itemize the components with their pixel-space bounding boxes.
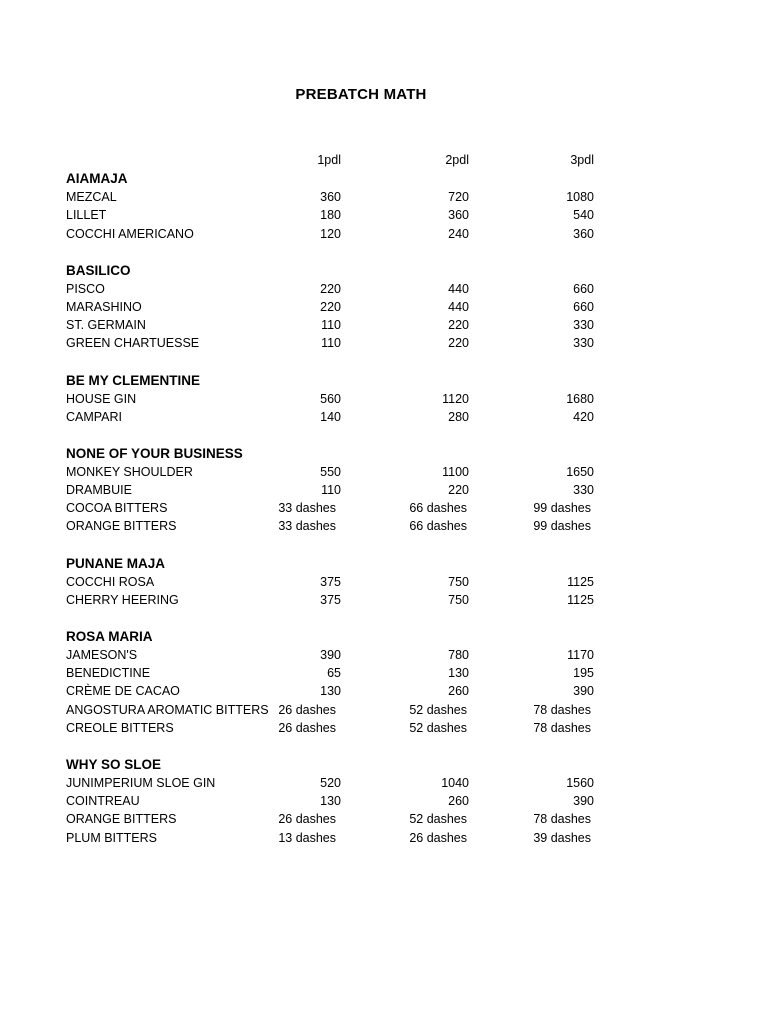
column-header-2pdl: 2pdl bbox=[445, 153, 469, 167]
quantity-3pdl: 1560 bbox=[566, 775, 594, 790]
quantity-2pdl: 780 bbox=[448, 648, 469, 662]
quantity-3pdl: 420 bbox=[573, 409, 594, 424]
quantity-3pdl: 330 bbox=[573, 483, 594, 498]
quantity-1pdl: 33 dashes bbox=[278, 501, 336, 516]
quantity-3pdl: 330 bbox=[573, 336, 594, 351]
cocktail-name: NONE OF YOUR BUSINESS bbox=[66, 445, 243, 461]
quantity-1pdl: 13 dashes bbox=[278, 830, 336, 845]
cocktail-section-title bbox=[66, 554, 606, 573]
ingredient-name: ST. GERMAIN bbox=[66, 318, 146, 333]
quantity-1pdl: 220 bbox=[320, 281, 341, 296]
quantity-3pdl: 78 dashes bbox=[533, 702, 591, 717]
quantity-2pdl: 66 dashes bbox=[409, 519, 467, 534]
ingredient-name: PISCO bbox=[66, 281, 105, 296]
quantity-3pdl: 1650 bbox=[566, 464, 594, 479]
ingredient-name: COCOA BITTERS bbox=[66, 501, 168, 516]
ingredient-row bbox=[66, 499, 606, 517]
quantity-1pdl: 130 bbox=[320, 684, 341, 699]
cocktail-section-title bbox=[66, 755, 606, 774]
quantity-2pdl: 52 dashes bbox=[409, 720, 467, 735]
quantity-2pdl: 440 bbox=[448, 281, 469, 296]
quantity-3pdl: 1680 bbox=[566, 391, 594, 406]
quantity-1pdl: 110 bbox=[321, 336, 341, 351]
cocktail-name: ROSA MARIA bbox=[66, 629, 153, 644]
ingredient-row bbox=[66, 591, 606, 609]
section-spacer bbox=[66, 536, 606, 554]
quantity-3pdl: 660 bbox=[573, 281, 594, 296]
quantity-2pdl: 750 bbox=[448, 592, 469, 607]
ingredient-name: DRAMBUIE bbox=[66, 483, 132, 498]
quantity-2pdl: 220 bbox=[448, 336, 469, 351]
quantity-2pdl: 260 bbox=[448, 684, 469, 699]
ingredient-name: HOUSE GIN bbox=[66, 391, 137, 406]
quantity-1pdl: 120 bbox=[320, 226, 341, 241]
quantity-1pdl: 180 bbox=[320, 208, 341, 223]
ingredient-row bbox=[66, 682, 606, 700]
quantity-3pdl: 360 bbox=[573, 226, 594, 241]
page-title: PREBATCH MATH bbox=[295, 86, 427, 103]
quantity-3pdl: 99 dashes bbox=[533, 519, 591, 534]
ingredient-row bbox=[66, 188, 606, 206]
ingredient-row bbox=[66, 463, 606, 481]
quantity-1pdl: 390 bbox=[320, 648, 341, 662]
quantity-2pdl: 130 bbox=[448, 666, 469, 681]
quantity-2pdl: 1040 bbox=[441, 775, 469, 790]
quantity-3pdl: 540 bbox=[573, 208, 594, 223]
quantity-3pdl: 78 dashes bbox=[533, 720, 591, 735]
ingredient-name: PLUM BITTERS bbox=[66, 830, 157, 845]
ingredient-row bbox=[66, 664, 606, 682]
column-header-row bbox=[66, 151, 606, 169]
quantity-2pdl: 52 dashes bbox=[409, 702, 467, 717]
ingredient-name: CRÈME DE CACAO bbox=[66, 684, 180, 699]
ingredient-row bbox=[66, 573, 606, 591]
section-spacer bbox=[66, 609, 606, 627]
quantity-3pdl: 330 bbox=[573, 318, 594, 333]
cocktail-section-title bbox=[66, 371, 606, 390]
quantity-1pdl: 65 bbox=[327, 666, 341, 681]
ingredient-row bbox=[66, 298, 606, 316]
quantity-3pdl: 1080 bbox=[566, 190, 594, 205]
quantity-3pdl: 1125 bbox=[567, 574, 594, 589]
ingredient-row bbox=[66, 810, 606, 828]
section-spacer bbox=[66, 737, 606, 755]
ingredient-row bbox=[66, 390, 606, 408]
ingredient-name: CREOLE BITTERS bbox=[66, 720, 174, 735]
ingredient-name: JUNIMPERIUM SLOE GIN bbox=[66, 775, 216, 790]
column-header-3pdl: 3pdl bbox=[570, 153, 594, 167]
quantity-1pdl: 550 bbox=[320, 464, 341, 479]
quantity-2pdl: 240 bbox=[448, 226, 469, 241]
quantity-3pdl: 390 bbox=[573, 794, 594, 809]
quantity-3pdl: 1170 bbox=[567, 648, 594, 662]
ingredient-name: ORANGE BITTERS bbox=[66, 519, 177, 534]
quantity-2pdl: 26 dashes bbox=[409, 830, 467, 845]
ingredient-name: COCCHI AMERICANO bbox=[66, 226, 194, 241]
ingredient-name: ORANGE BITTERS bbox=[66, 812, 177, 827]
section-spacer bbox=[66, 243, 606, 261]
cocktail-name: AIAMAJA bbox=[66, 171, 128, 187]
quantity-1pdl: 375 bbox=[320, 592, 341, 607]
quantity-1pdl: 110 bbox=[321, 483, 341, 498]
cocktail-section-title bbox=[66, 261, 606, 280]
ingredient-row bbox=[66, 334, 606, 352]
quantity-3pdl: 1125 bbox=[567, 592, 594, 607]
cocktail-name: BASILICO bbox=[66, 262, 131, 278]
ingredient-row bbox=[66, 280, 606, 298]
prebatch-table bbox=[66, 151, 606, 847]
quantity-1pdl: 33 dashes bbox=[278, 519, 336, 534]
quantity-1pdl: 130 bbox=[320, 794, 341, 809]
quantity-1pdl: 220 bbox=[320, 299, 341, 314]
ingredient-row bbox=[66, 646, 606, 664]
ingredient-name: GREEN CHARTUESSE bbox=[66, 336, 200, 351]
ingredient-row bbox=[66, 517, 606, 535]
quantity-2pdl: 220 bbox=[448, 318, 469, 333]
ingredient-row bbox=[66, 206, 606, 224]
quantity-1pdl: 26 dashes bbox=[278, 812, 336, 827]
quantity-3pdl: 39 dashes bbox=[533, 830, 591, 845]
ingredient-name: JAMESON'S bbox=[66, 648, 138, 662]
ingredient-name: COCCHI ROSA bbox=[66, 574, 155, 589]
ingredient-name: MARASHINO bbox=[66, 299, 142, 314]
section-spacer bbox=[66, 426, 606, 444]
cocktail-section-title bbox=[66, 627, 606, 646]
quantity-3pdl: 660 bbox=[573, 299, 594, 314]
section-spacer bbox=[66, 353, 606, 371]
cocktail-section-title bbox=[66, 169, 606, 188]
ingredient-name: LILLET bbox=[66, 208, 107, 223]
ingredient-name: CAMPARI bbox=[66, 409, 123, 424]
quantity-2pdl: 1120 bbox=[442, 391, 469, 406]
quantity-1pdl: 375 bbox=[320, 574, 341, 589]
ingredient-row bbox=[66, 719, 606, 737]
quantity-3pdl: 390 bbox=[573, 684, 594, 699]
quantity-1pdl: 560 bbox=[320, 391, 341, 406]
quantity-3pdl: 195 bbox=[573, 666, 594, 681]
ingredient-row bbox=[66, 408, 606, 426]
ingredient-row bbox=[66, 481, 606, 499]
ingredient-name: ANGOSTURA AROMATIC BITTERS bbox=[66, 702, 269, 717]
quantity-2pdl: 66 dashes bbox=[409, 501, 467, 516]
ingredient-name: MEZCAL bbox=[66, 190, 117, 205]
quantity-2pdl: 360 bbox=[448, 208, 469, 223]
quantity-2pdl: 260 bbox=[448, 794, 469, 809]
quantity-2pdl: 750 bbox=[448, 574, 469, 589]
cocktail-name: BE MY CLEMENTINE bbox=[66, 372, 201, 388]
ingredient-row bbox=[66, 792, 606, 810]
quantity-3pdl: 99 dashes bbox=[533, 501, 591, 516]
quantity-2pdl: 720 bbox=[448, 190, 469, 205]
quantity-2pdl: 220 bbox=[448, 483, 469, 498]
ingredient-row bbox=[66, 316, 606, 334]
cocktail-section-title bbox=[66, 444, 606, 463]
quantity-1pdl: 520 bbox=[320, 775, 341, 790]
column-header-1pdl: 1pdl bbox=[317, 153, 341, 167]
quantity-1pdl: 110 bbox=[321, 318, 341, 333]
quantity-2pdl: 440 bbox=[448, 299, 469, 314]
quantity-3pdl: 78 dashes bbox=[533, 812, 591, 827]
ingredient-row bbox=[66, 829, 606, 847]
cocktail-name: WHY SO SLOE bbox=[66, 756, 162, 772]
ingredient-name: CHERRY HEERING bbox=[66, 592, 179, 607]
ingredient-row bbox=[66, 774, 606, 792]
quantity-2pdl: 280 bbox=[448, 409, 469, 424]
quantity-1pdl: 360 bbox=[320, 190, 341, 205]
quantity-2pdl: 52 dashes bbox=[409, 812, 467, 827]
quantity-1pdl: 140 bbox=[320, 409, 341, 424]
ingredient-name: BENEDICTINE bbox=[66, 666, 151, 681]
quantity-1pdl: 26 dashes bbox=[278, 720, 336, 735]
quantity-2pdl: 1100 bbox=[442, 464, 469, 479]
ingredient-row bbox=[66, 225, 606, 243]
ingredient-row bbox=[66, 701, 606, 719]
ingredient-name: COINTREAU bbox=[66, 794, 140, 809]
ingredient-name: MONKEY SHOULDER bbox=[66, 464, 193, 479]
quantity-1pdl: 26 dashes bbox=[278, 702, 336, 717]
cocktail-name: PUNANE MAJA bbox=[66, 555, 166, 571]
